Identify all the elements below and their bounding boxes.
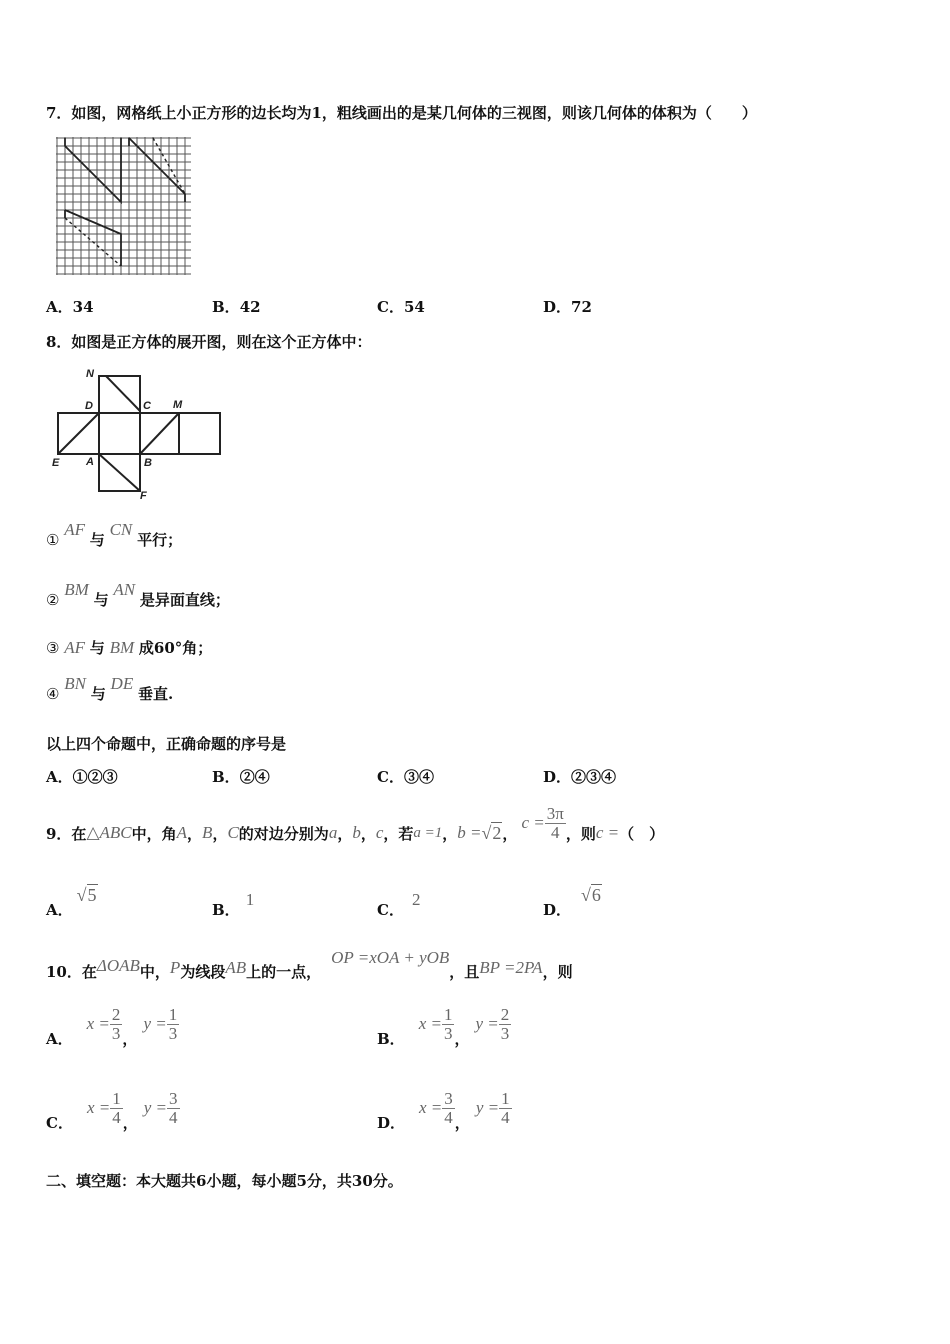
q8-stem: 8．如图是正方体的展开图，则在这个正方体中： xyxy=(46,333,372,351)
q7-stem: 7．如图，网格纸上小正方形的边长均为1，粗线画出的是某几何体的三视图，则该几何体的体积为（ ） xyxy=(46,104,757,122)
q9-option-c[interactable]: C． 2 xyxy=(377,890,421,919)
net-label-c: C xyxy=(143,400,151,412)
q9-option-a[interactable]: A． √5 xyxy=(46,885,97,919)
net-label-b: B xyxy=(144,457,152,469)
q10-option-a[interactable]: A． x = $\frac{2}{3}$ ， y = $\frac{1}{3}$ xyxy=(46,1004,178,1048)
q8-option-b[interactable]: B．②④ xyxy=(212,768,270,786)
q8-prop-4: ④ BN 与 DE 垂直. xyxy=(46,674,174,703)
q10-option-d[interactable]: D． x = $\frac{3}{4}$ ， y = $\frac{1}{4}$ xyxy=(377,1088,510,1132)
q10-stem: 10．在 ΔOAB 中， P 为线段 AB 上的一点， OP =xOA + yOB ，且 BP =2PA ，则 xyxy=(46,948,573,981)
q9-stem: 9．在 △ABC 中，角 A ， B ， C 的对边分别为 a ， b ， c ，若 a =1 ， b = √2 ， c = $\frac{3\pi}{4}$ ，则 c = （ ） xyxy=(46,803,665,843)
cube-net-figure xyxy=(46,364,226,504)
q9-option-b[interactable]: B． 1 xyxy=(212,890,255,919)
q7-option-b[interactable]: B．42 xyxy=(212,298,261,316)
q8-prop-3: ③ AF 与 BM 成60°角； xyxy=(46,638,213,657)
q8-option-a[interactable]: A．①②③ xyxy=(46,768,118,786)
q7-option-d[interactable]: D．72 xyxy=(543,298,592,316)
net-label-n: N xyxy=(86,368,94,380)
net-label-e: E xyxy=(52,457,60,469)
net-label-m: M xyxy=(173,399,183,411)
net-label-a: A xyxy=(86,456,94,468)
q8-option-d[interactable]: D．②③④ xyxy=(543,768,617,786)
q7-option-a[interactable]: A．34 xyxy=(46,298,94,316)
net-label-f: F xyxy=(140,490,147,502)
q8-prop-1: ① AF 与 CN 平行； xyxy=(46,520,183,549)
q7-option-c[interactable]: C．54 xyxy=(377,298,425,316)
three-view-figure xyxy=(54,135,194,277)
q9-option-d[interactable]: D． √6 xyxy=(543,885,601,919)
q8-prop-2: ② BM 与 AN 是异面直线； xyxy=(46,580,230,609)
q8-conclusion: 以上四个命题中，正确命题的序号是 xyxy=(46,735,287,753)
section-2-title: 二、填空题：本大题共6小题，每小题5分，共30分。 xyxy=(46,1172,403,1190)
q10-option-b[interactable]: B． x = $\frac{1}{3}$ ， y = $\frac{2}{3}$ xyxy=(377,1004,510,1048)
q8-option-c[interactable]: C．③④ xyxy=(377,768,434,786)
q10-option-c[interactable]: C． x = $\frac{1}{4}$ ， y = $\frac{3}{4}$ xyxy=(46,1088,178,1132)
net-label-d: D xyxy=(85,400,93,412)
